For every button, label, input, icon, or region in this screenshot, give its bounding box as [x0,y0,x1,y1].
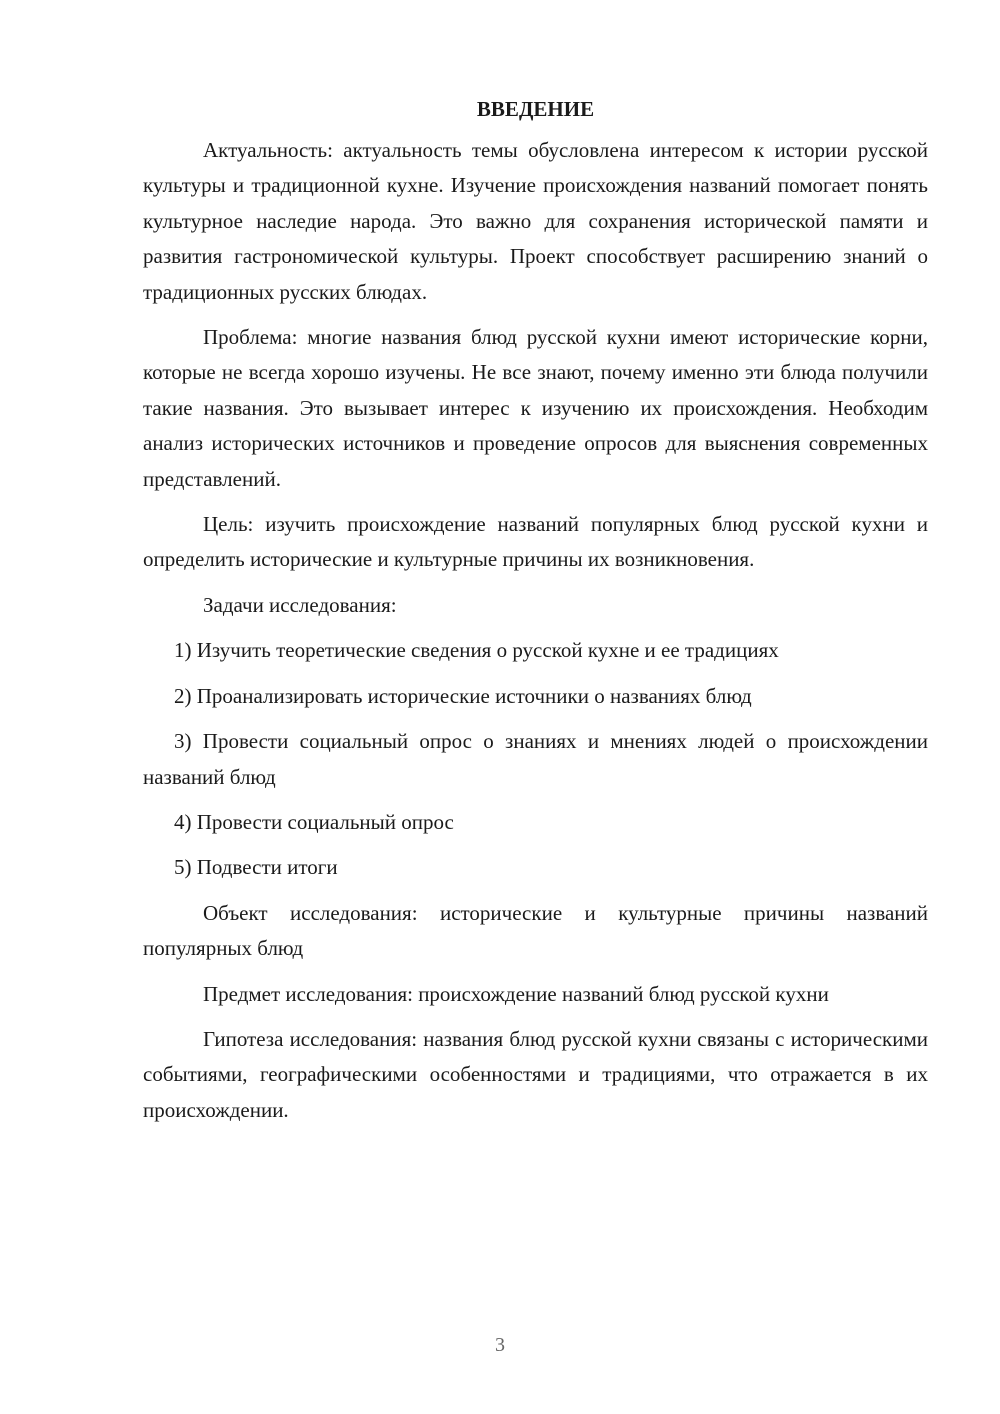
subject-paragraph: Предмет исследования: происхождение названий блюд русской кухни [203,981,829,1006]
hypothesis-paragraph: Гипотеза исследования: названия блюд русской кухни связаны с историческими событиями, географическими особенностями и традициями, что отражается в их происхождении. [143,1026,928,1122]
task-item-3: 3) Провести социальный опрос о знаниях и мнениях людей о происхождении названий блюд [143,729,928,789]
task-item-4: 4) Провести социальный опрос [174,809,454,834]
task-item-5: 5) Подвести итоги [174,855,338,880]
relevance-paragraph: Актуальность: актуальность темы обусловлена интересом к истории русской культуры и традиционной кухне. Изучение происхождения названий помогает понять культурное наследие народа. Это важно для сохранения исторической памяти и развития гастрономической культуры. Проект способствует расширению знаний о традиционных русских блюдах. [143,138,928,304]
object-paragraph: Объект исследования: исторические и культурные причины названий популярных блюд [143,900,928,961]
task-item-1: 1) Изучить теоретические сведения о русской кухне и ее традициях [174,638,779,663]
page-title: ВВЕДЕНИЕ [476,97,595,121]
goal-paragraph: Цель: изучить происхождение названий популярных блюд русской кухни и определить исторические и культурные причины их возникновения. [143,512,928,572]
problem-paragraph: Проблема: многие названия блюд русской кухни имеют исторические корни, которые не всегда хорошо изучены. Не все знают, почему именно эти блюда получили такие названия. Это вызывает интерес к изучению их происхождения. Необходим анализ исторических источников и проведение опросов для выяснения современных представлений. [143,325,928,491]
page-number: 3 [495,1334,505,1356]
document-page [143,92,928,1138]
task-item-2: 2) Проанализировать исторические источники о названиях блюд [174,683,752,708]
tasks-heading: Задачи исследования: [203,592,397,617]
